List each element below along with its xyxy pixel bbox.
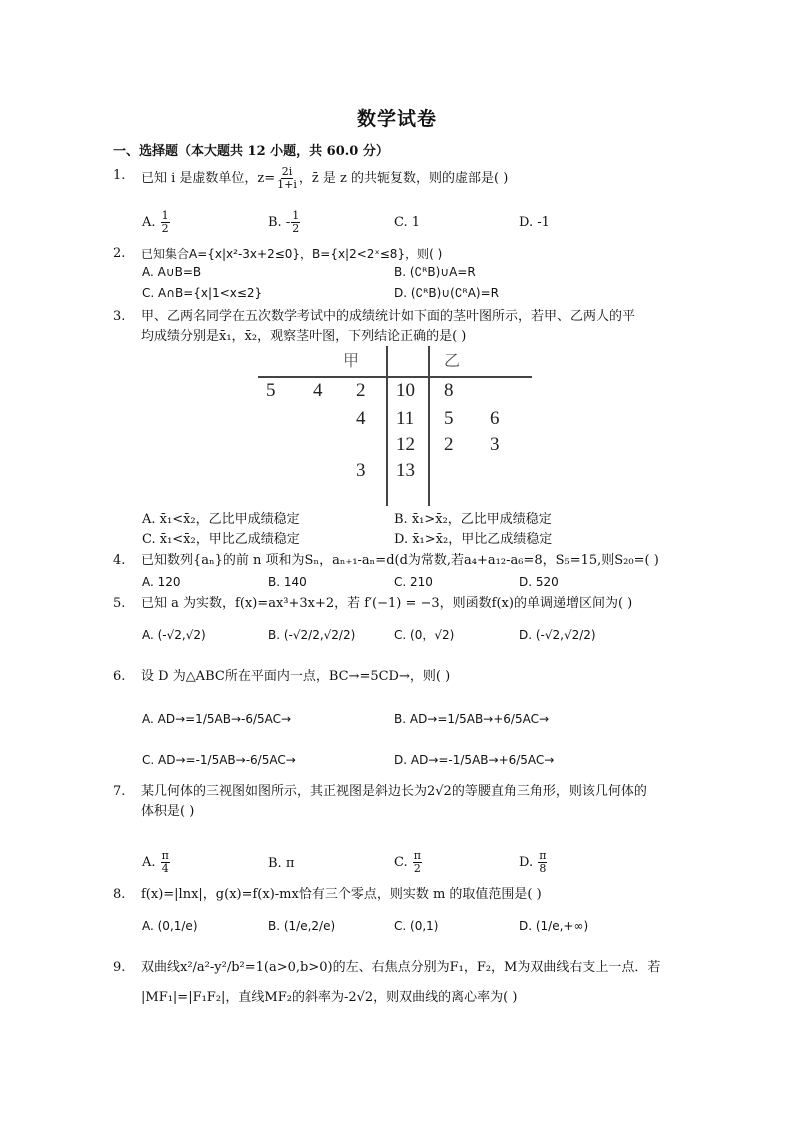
question-number: 5. (113, 596, 126, 611)
option-a[interactable]: A. $\frac{\pi}{4}$ (142, 849, 169, 875)
option-a[interactable]: A. A∪B=B (142, 265, 202, 279)
option-b[interactable]: B. π (268, 856, 295, 871)
stem-leaf-plot (258, 346, 534, 508)
question-number: 4. (113, 553, 126, 568)
option-d[interactable]: D. 520 (519, 575, 559, 589)
option-d[interactable]: D. AD→=-1/5AB→+6/5AC→ (394, 753, 555, 767)
leaf: 3 (490, 434, 500, 455)
right-header: 乙 (444, 353, 461, 370)
option-d[interactable]: D. (-√2,√2/2) (519, 628, 596, 642)
question-number: 1. (113, 168, 126, 183)
option-d[interactable]: D. -1 (519, 215, 550, 230)
option-c[interactable]: C. x̄₁<x̄₂，甲比乙成绩稳定 (142, 532, 300, 547)
option-c[interactable]: C. (0，√2) (394, 628, 455, 642)
question-text: f(x)=|lnx|，g(x)=f(x)-mx恰有三个零点，则实数 m 的取值范围是( ) (141, 887, 542, 902)
leaf: 4 (313, 380, 323, 401)
option-b[interactable]: B. x̄₁>x̄₂，乙比甲成绩稳定 (394, 512, 552, 527)
question-text: 设 D 为△ABC所在平面内一点，BC→=5CD→，则( ) (141, 669, 451, 684)
stem: 11 (396, 408, 415, 429)
question-number: 2. (113, 246, 126, 261)
question-2 (113, 244, 683, 264)
option-a[interactable]: A. $\frac{1}{2}$ (142, 209, 169, 235)
question-text: 双曲线x²/a²-y²/b²=1(a>0,b>0)的左、右焦点分别为F₁，F₂，M为双曲线右支上一点．若 (141, 960, 661, 975)
question-text: 已知 a 为实数，f(x)=ax³+3x+2，若 f′(−1) = −3，则函数f(x)的单调递增区间为( ) (141, 596, 633, 611)
question-text: 已知数列{aₙ}的前 n 项和为Sₙ，aₙ₊₁-aₙ=d(d为常数,若a₄+a₁₂-a₆=8，S₅=15,则S₂₀=( ) (141, 553, 659, 568)
option-b[interactable]: B. (1/e,2/e) (268, 919, 336, 933)
leaf: 4 (356, 408, 366, 429)
question-number: 8. (113, 887, 126, 902)
question-text: |MF₁|=|F₁F₂|，直线MF₂的斜率为-2√2，则双曲线的离心率为( ) (141, 990, 518, 1005)
option-d[interactable]: D. (1/e,+∞) (519, 919, 589, 933)
leaf: 2 (444, 434, 454, 455)
question-number: 3. (113, 309, 126, 324)
question-9 (113, 958, 683, 1008)
question-text: 甲、乙两名同学在五次数学考试中的成绩统计如下面的茎叶图所示，若甲、乙两人的平 (141, 309, 636, 324)
option-c[interactable]: C. AD→=-1/5AB→-6/5AC→ (142, 753, 296, 767)
fraction: $\frac{2i}{1+i}$ (277, 165, 297, 191)
question-number: 9. (113, 960, 126, 975)
leaf: 6 (490, 408, 500, 429)
option-a[interactable]: A. (-√2,√2) (142, 628, 206, 642)
stem: 12 (396, 434, 415, 455)
question-4 (113, 551, 683, 571)
leaf: 2 (356, 380, 366, 401)
question-8 (113, 885, 683, 905)
question-text: 已知集合A={x|x²-3x+2≤0}，B={x|2<2ˣ≤8}，则( ) (141, 247, 443, 261)
question-5 (113, 594, 683, 614)
option-b[interactable]: B. AD→=1/5AB→+6/5AC→ (394, 712, 550, 726)
option-d[interactable]: D. (∁ᴿB)∪(∁ᴿA)=R (394, 286, 499, 300)
option-c[interactable]: C. 210 (394, 575, 433, 589)
option-b[interactable]: B. 140 (268, 575, 307, 589)
option-c[interactable]: C. 1 (394, 215, 421, 230)
option-c[interactable]: C. $\frac{\pi}{2}$ (394, 849, 421, 875)
option-c[interactable]: C. A∩B={x|1<x≤2} (142, 286, 263, 300)
option-d[interactable]: D. $\frac{\pi}{8}$ (519, 849, 547, 875)
question-text: 均成绩分别是x̄₁，x̄₂，观察茎叶图，下列结论正确的是( ) (141, 329, 467, 344)
question-1 (113, 166, 683, 191)
leaf: 5 (266, 380, 276, 401)
option-d[interactable]: D. x̄₁>x̄₂，甲比乙成绩稳定 (394, 532, 553, 547)
stem: 13 (396, 460, 415, 481)
leaf: 8 (444, 380, 454, 401)
stem-divider-right (428, 346, 430, 506)
question-text: 某几何体的三视图如图所示，其正视图是斜边长为2√2的等腰直角三角形，则该几何体的 (141, 784, 647, 799)
option-c[interactable]: C. (0,1) (394, 919, 439, 933)
stem-divider-left (386, 346, 388, 506)
option-b[interactable]: B. (-√2/2,√2/2) (268, 628, 356, 642)
option-a[interactable]: A. x̄₁<x̄₂，乙比甲成绩稳定 (142, 512, 300, 527)
stem: 10 (396, 380, 415, 401)
leaf: 3 (356, 460, 366, 481)
option-b[interactable]: B. - $\frac{1}{2}$ (268, 209, 300, 235)
page-title: 数学试卷 (356, 108, 437, 130)
question-text: 体积是( ) (141, 804, 195, 819)
option-b[interactable]: B. (∁ᴿB)∪A=R (394, 265, 476, 279)
question-number: 6. (113, 669, 126, 684)
option-a[interactable]: A. AD→=1/5AB→-6/5AC→ (142, 712, 292, 726)
option-a[interactable]: A. (0,1/e) (142, 919, 198, 933)
question-text: 已知 i 是虚数单位，z= (141, 171, 276, 186)
question-text: ，z̄ 是 z 的共轭复数，则的虚部是( ) (298, 171, 509, 186)
question-3 (113, 307, 683, 347)
question-6 (113, 667, 683, 687)
question-number: 7. (113, 784, 126, 799)
leaf: 5 (444, 408, 454, 429)
option-a[interactable]: A. 120 (142, 575, 181, 589)
header-divider (258, 376, 532, 378)
question-7 (113, 782, 683, 822)
left-header: 甲 (343, 353, 360, 370)
section-heading: 一、选择题（本大题共 12 小题，共 60.0 分） (113, 144, 389, 159)
